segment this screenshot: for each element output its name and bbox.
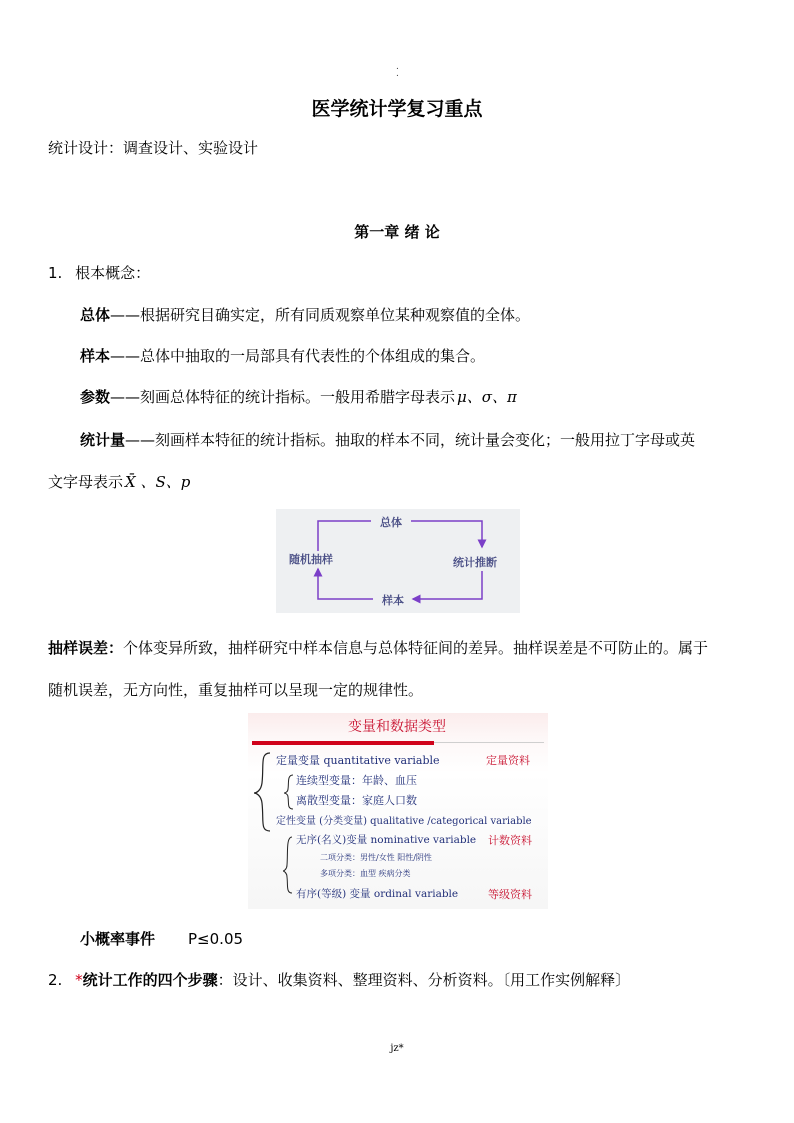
variable-types-diagram	[248, 713, 548, 909]
star-mark: *	[75, 971, 83, 989]
term-label: 统计工作的四个步骤	[82, 971, 218, 989]
sampling-error-line2: 随机误差，无方向性，重复抽样可以呈现一定的规律性。	[48, 681, 424, 699]
term-definition: ——总体中抽取的一局部具有代表性的个体组成的集合。	[110, 347, 486, 365]
sampling-cycle-diagram	[276, 509, 520, 613]
continuous-variable: 连续型变量：年龄、血压	[296, 774, 417, 787]
cycle-left-label: 随机抽样	[289, 553, 333, 566]
ordinal-variable: 有序(等级) 变量 ordinal variable	[296, 888, 459, 900]
term-label: 参数	[80, 388, 111, 406]
arrow-left-to-top	[318, 521, 371, 551]
term-definition: ——根据研究目确实定，所有同质观察单位某种观察值的全体。	[110, 306, 531, 324]
latin-symbols: X̄ 、S、p	[125, 473, 191, 491]
term-label: 抽样误差：	[48, 639, 124, 657]
section-number: 2.	[48, 971, 63, 989]
term-canshu	[80, 386, 517, 407]
term-definition: 个体变异所致，抽样研究中样本信息与总体特征间的差异。抽样误差是不可防止的。属于	[123, 639, 709, 657]
term-definition-cont: 文字母表示	[48, 473, 124, 491]
nominal-tag: 计数资料	[488, 834, 532, 847]
term-label: 统计量	[80, 431, 126, 449]
qual-variable: 定性变量 (分类变量) qualitative /categorical variable	[276, 816, 532, 827]
sampling-error-line1	[48, 637, 708, 658]
diagram-title: 变量和数据类型	[348, 719, 446, 735]
term-definition: ：设计、收集资料、整理资料、分析资料。〔用工作实例解释〕	[217, 971, 631, 989]
quant-variable: 定量变量 quantitative variable	[276, 754, 440, 767]
section-number: 1.	[48, 264, 63, 282]
arrow-top-to-right	[411, 521, 482, 547]
term-label: 小概率事件	[80, 930, 156, 948]
term-zongti	[80, 304, 530, 325]
cycle-right-label: 统计推断	[453, 556, 497, 569]
term-definition: ——刻画样本特征的统计指标。抽取的样本不同，统计量会变化；一般用拉丁字母或英	[125, 431, 696, 449]
greek-symbols: μ、σ、π	[457, 388, 517, 406]
section2-line	[48, 969, 630, 990]
discrete-variable: 离散型变量：家庭人口数	[296, 794, 417, 807]
probability-value: P≤0.05	[188, 930, 244, 948]
multi-classification: 多项分类：血型 疾病分类	[320, 869, 411, 878]
section-title: 根本概念：	[75, 264, 151, 282]
term-label: 样本	[80, 347, 111, 365]
nominal-variable: 无序(名义)变量 nominative variable	[296, 834, 477, 846]
header-dots: . .	[396, 62, 399, 79]
page-footer: jz*	[390, 1043, 404, 1054]
brace-lines	[248, 713, 548, 909]
term-tongjiliang	[80, 429, 695, 450]
arrow-bottom-to-left	[318, 569, 373, 599]
section1-heading	[48, 262, 150, 283]
quant-tag: 定量资料	[486, 754, 530, 767]
arrow-right-to-bottom	[413, 571, 482, 599]
term-tongjiliang-cont	[48, 471, 190, 492]
term-yangben	[80, 345, 485, 366]
binary-classification: 二项分类：男性/女性 阳性/阴性	[320, 853, 432, 862]
cycle-bottom-label: 样本	[382, 594, 404, 607]
intro-line: 统计设计：调查设计、实验设计	[48, 139, 259, 157]
page-title: 医学统计学复习重点	[311, 98, 483, 120]
term-label: 总体	[80, 306, 111, 324]
chapter-heading: 第一章 绪 论	[354, 223, 440, 241]
term-definition: ——刻画总体特征的统计指标。一般用希腊字母表示	[110, 388, 456, 406]
cycle-top-label: 总体	[380, 516, 402, 529]
small-probability-line	[80, 928, 243, 949]
ordinal-tag: 等级资料	[488, 888, 532, 901]
